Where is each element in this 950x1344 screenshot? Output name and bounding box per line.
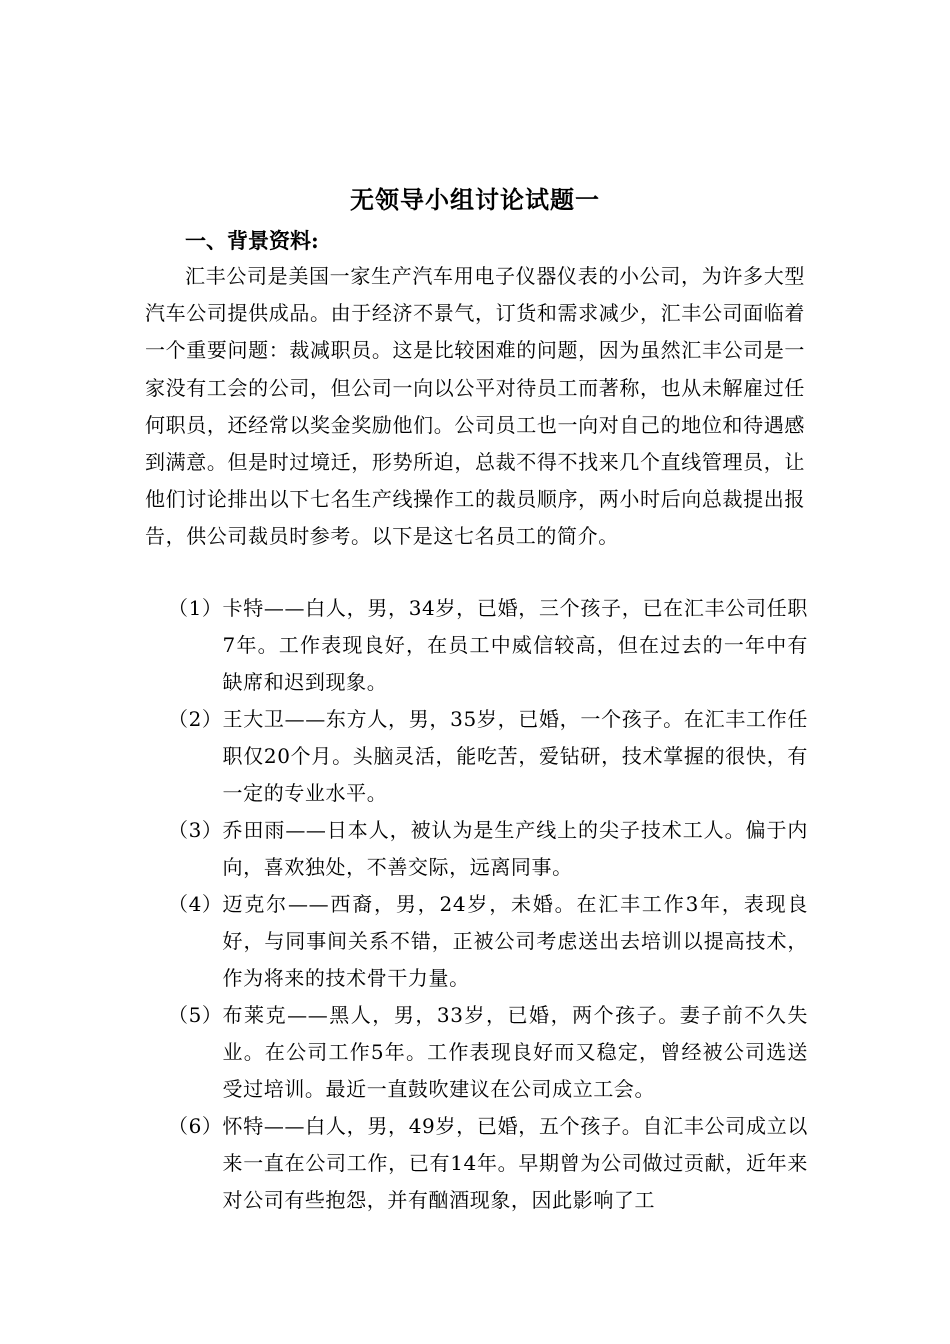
- employee-description: 怀特——白人，男，49岁，已婚，五个孩子。自汇丰公司成立以来一直在公司工作，已有14年。早期曾为公司做过贡献，近年来对公司有些抱怨，并有酗酒现象，因此影响了工: [222, 1114, 808, 1212]
- section-heading: 一、背景资料:: [185, 228, 319, 253]
- employee-description: 卡特——白人，男，34岁，已婚，三个孩子，已在汇丰公司任职7年。工作表现良好，在员工中威信较高，但在过去的一年中有缺席和迟到现象。: [222, 596, 808, 694]
- intro-paragraph: 汇丰公司是美国一家生产汽车用电子仪器仪表的小公司，为许多大型汽车公司提供成品。由于经济不景气，订货和需求减少，汇丰公司面临着一个重要问题：裁减职员。这是比较困难的问题，因为虽然汇丰公司是一家没有工会的公司，但公司一向以公平对待员工而著称，也从未解雇过任何职员，还经常以奖金奖励他们。公司员工也一向对自己的地位和待遇感到满意。但是时过境迁，形势所迫，总裁不得不找来几个直线管理员，让他们讨论排出以下七名生产线操作工的裁员顺序，两小时后向总裁提出报告，供公司裁员时参考。以下是这七名员工的简介。: [145, 264, 805, 549]
- employee-item: [168, 1108, 808, 1219]
- employee-item: [168, 812, 808, 886]
- employee-description: 乔田雨——日本人，被认为是生产线上的尖子技术工人。偏于内向，喜欢独处，不善交际，远离同事。: [222, 818, 808, 879]
- employee-item: [168, 590, 808, 701]
- employee-number: （2）: [168, 707, 223, 731]
- employee-number: （6）: [168, 1114, 223, 1138]
- employee-description: 王大卫——东方人，男，35岁，已婚，一个孩子。在汇丰工作任职仅20个月。头脑灵活，能吃苦，爱钻研，技术掌握的很快，有一定的专业水平。: [222, 707, 808, 805]
- employee-description: 迈克尔——西裔，男，24岁，未婚。在汇丰工作3年，表现良好，与同事间关系不错，正被公司考虑送出去培训以提高技术，作为将来的技术骨干力量。: [222, 892, 808, 990]
- employee-number: （4）: [168, 892, 223, 916]
- employee-item: [168, 997, 808, 1108]
- employee-description: 布莱克——黑人，男，33岁，已婚，两个孩子。妻子前不久失业。在公司工作5年。工作表现良好而又稳定，曾经被公司选送受过培训。最近一直鼓吹建议在公司成立工会。: [222, 1003, 808, 1101]
- employee-item: [168, 886, 808, 997]
- document-title: 无领导小组讨论试题一: [350, 186, 600, 214]
- employee-number: （1）: [168, 596, 223, 620]
- employee-list: [168, 590, 808, 1219]
- employee-item: [168, 701, 808, 812]
- employee-number: （3）: [168, 818, 223, 842]
- employee-number: （5）: [168, 1003, 223, 1027]
